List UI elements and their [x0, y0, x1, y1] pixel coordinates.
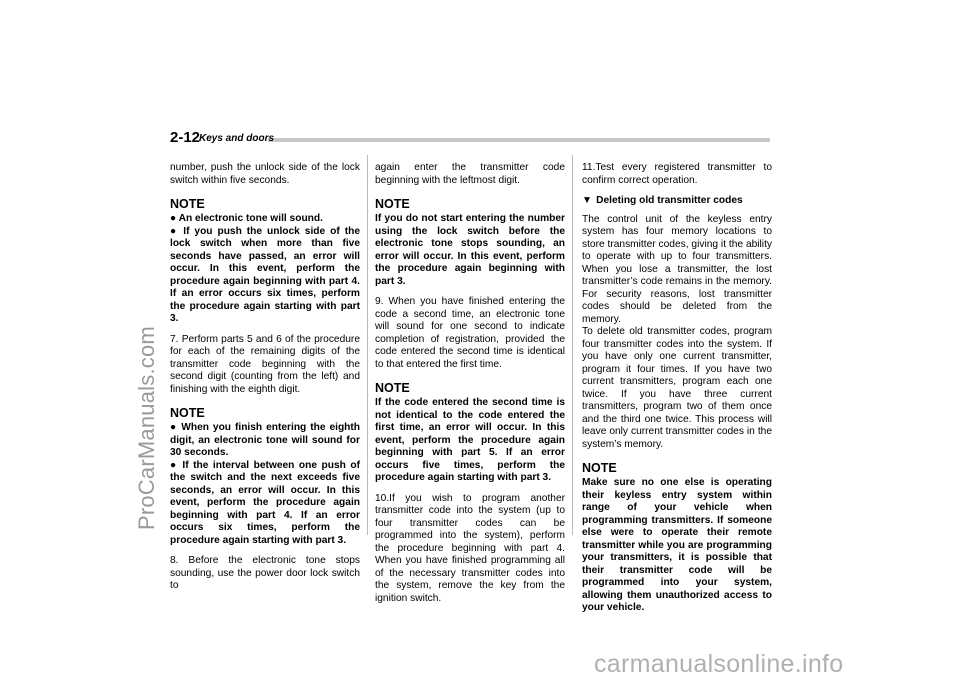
note-item: ● When you finish entering the eighth digit, an electronic tone will sound for 30 seconds.: [170, 422, 361, 458]
note-heading: NOTE: [170, 197, 205, 211]
note-body: Make sure no one else is operating their keyless entry system within range of your vehicle when programming transmitters. If someone else were to operate their remote transmitter while you are programming your transmitters, it is possible that their transmitter code will be programmed into your system, allowing them unauthorized access to your vehicle.: [582, 477, 772, 613]
bullet-icon: ●: [170, 459, 183, 471]
note-heading: NOTE: [170, 406, 205, 420]
bullet-icon: ●: [170, 225, 184, 237]
note-heading: NOTE: [582, 461, 617, 475]
paragraph: 9. When you have finished entering the code a second time, an electronic tone will sound for one second to indicate completion of registration, provided the code entered the second time is identical to that entered the first time.: [375, 296, 565, 370]
subsection-heading: ▼ Deleting old transmitter codes: [582, 195, 743, 206]
column-1: [170, 162, 360, 601]
page-header: [170, 129, 770, 149]
paragraph: The control unit of the keyless entry system has four memory locations to store transmitter codes, giving it the ability to operate with up to four transmitters. When you lose a transmitter, the lost transmitter’s code remains in the memory. For security reasons, lost transmitter codes should be deleted from the memory.: [582, 213, 772, 325]
paragraph: number, push the unlock side of the lock switch within five seconds.: [170, 162, 360, 186]
header-rule: [268, 138, 770, 142]
column-divider-1: [367, 155, 368, 535]
note-body: If the code entered the second time is not identical to the code entered the first time, an error will occur. In this event, perform the procedure again beginning with part 5. If an error occurs five times, perform the procedure again starting with part 3.: [375, 397, 565, 483]
paragraph: 7. Perform parts 5 and 6 of the procedure for each of the remaining digits of the transmitter code beginning with the second digit (counting from the left) and finishing with the eighth digit.: [170, 333, 360, 395]
note-body: [170, 213, 360, 326]
section-title: Keys and doors: [199, 133, 275, 144]
note-item: ● If the interval between one push of the switch and the next exceeds five seconds, an error will occur. In this event, perform the procedure again beginning with part 4. If an error occurs six times, perform the procedure again starting with part 3.: [170, 459, 361, 546]
column-3: [582, 162, 772, 623]
note-item: ● If you push the unlock side of the lock switch when more than five seconds have passed, an error will occur. In this event, perform the procedure again beginning with part 4. If an error occurs six times, perform the procedure again starting with part 3.: [170, 225, 360, 324]
column-divider-2: [572, 155, 573, 535]
note-body: [170, 422, 360, 547]
page-number: 2-12: [170, 129, 201, 146]
note-item: ● An electronic tone will sound.: [170, 213, 323, 224]
note-body: If you do not start entering the number using the lock switch before the electronic tone stops sounding, an error will occur. In this event, perform the procedure again beginning with part 3.: [375, 213, 565, 287]
bullet-icon: ●: [170, 422, 182, 433]
paragraph: To delete old transmitter codes, program four transmitter codes into the system. If you have only one current transmitter, program it four times. If you have two current transmitters, program each one twice. If you have three current transmitters, program two of them once and the third one twice. This process will leave only current transmitter codes in the system’s memory.: [582, 326, 772, 450]
paragraph: 10.If you wish to program another transmitter code into the system (up to four transmitter codes can be programmed into the system), perform the procedure beginning with part 4. When you have finished programming all of the necessary transmitter codes into the system, remove the key from the ignition switch.: [375, 492, 565, 604]
bullet-icon: ●: [170, 213, 179, 224]
paragraph: 11.Test every registered transmitter to confirm correct operation.: [582, 162, 772, 186]
paragraph: 8. Before the electronic tone stops sounding, use the power door lock switch to: [170, 555, 360, 591]
column-2: [375, 162, 565, 613]
paragraph: again enter the transmitter code beginning with the leftmost digit.: [375, 162, 565, 186]
side-watermark: ProCarManuals.com: [134, 326, 159, 530]
note-heading: NOTE: [375, 381, 410, 395]
bottom-watermark: carmanualsonline.info: [594, 650, 844, 678]
triangle-down-icon: ▼: [582, 195, 593, 206]
note-heading: NOTE: [375, 197, 410, 211]
